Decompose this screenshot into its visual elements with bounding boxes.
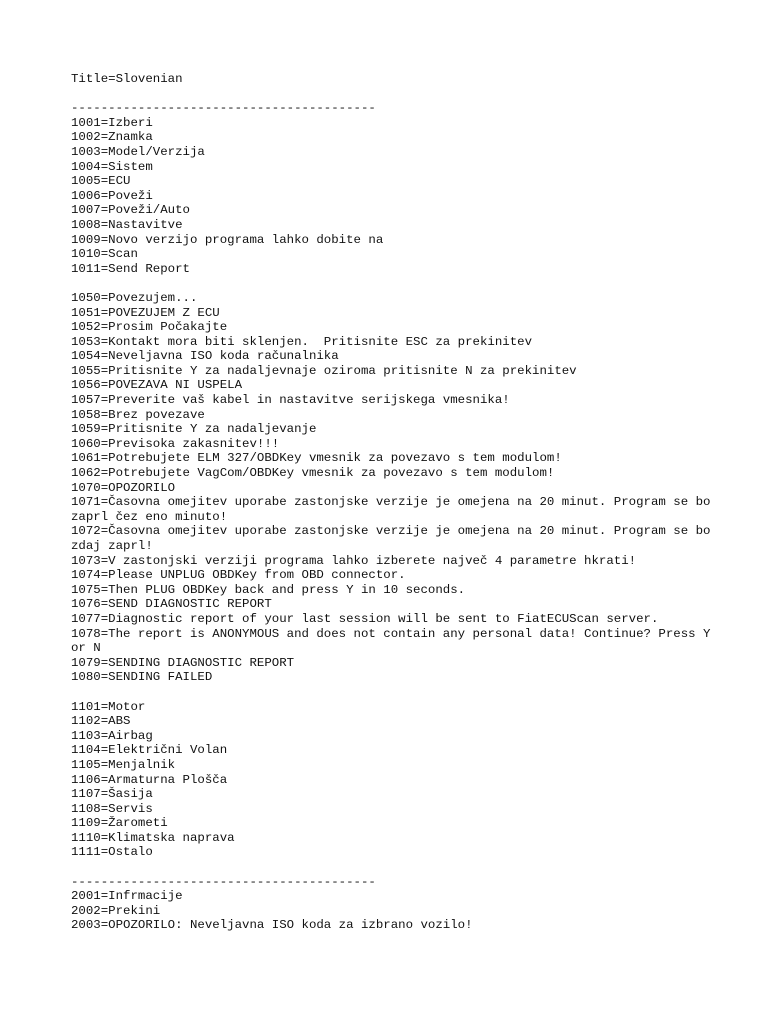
string-entry: 1058=Brez povezave <box>71 407 205 422</box>
string-entry: 1059=Pritisnite Y za nadaljevanje <box>71 422 317 437</box>
string-entry: 1106=Armaturna Plošča <box>71 772 228 787</box>
string-entry: 1070=OPOZORILO <box>71 480 176 495</box>
string-entry: 1051=POVEZUJEM Z ECU <box>71 305 220 320</box>
string-entry: 1009=Novo verzijo programa lahko dobite na <box>71 232 384 247</box>
string-entry: 1053=Kontakt mora biti sklenjen. Pritisnite ESC za prekinitev <box>71 334 533 349</box>
string-entry: 1079=SENDING DIAGNOSTIC REPORT <box>71 655 295 670</box>
string-entry: 1109=Žarometi <box>71 816 168 831</box>
string-entry: 1005=ECU <box>71 174 131 189</box>
string-entry: 1077=Diagnostic report of your last session will be sent to FiatECUScan server. <box>71 611 659 626</box>
string-entry: 1056=POVEZAVA NI USPELA <box>71 378 243 393</box>
string-entry: 1057=Preverite vaš kabel in nastavitve serijskega vmesnika! <box>71 393 510 408</box>
string-entry: 1055=Pritisnite Y za nadaljevnaje oziroma pritisnite N za prekinitev <box>71 363 577 378</box>
blank-line <box>71 860 711 875</box>
string-entry: 1060=Previsoka zakasnitev!!! <box>71 436 280 451</box>
string-entry: 1052=Prosim Počakajte <box>71 320 228 335</box>
string-entry: 1107=Šasija <box>71 787 153 802</box>
string-entry: 1074=Please UNPLUG OBDKey from OBD connector. <box>71 568 406 583</box>
separator-line: ----------------------------------------- <box>71 101 376 116</box>
section-1100 <box>71 700 711 861</box>
string-entry: 1006=Poveži <box>71 188 153 203</box>
string-entry: 1080=SENDING FAILED <box>71 670 213 685</box>
string-entry: 1072=Časovna omejitev uporabe zastonjske verzije je omejena na 20 minut. Program se bo zdaj zaprl! <box>71 524 718 553</box>
string-entry: 1104=Električni Volan <box>71 743 228 758</box>
string-entry: 1061=Potrebujete ELM 327/OBDKey vmesnik za povezavo s tem modulom! <box>71 451 562 466</box>
string-entry: 1011=Send Report <box>71 261 190 276</box>
document-page <box>71 72 718 933</box>
string-entry: 1108=Servis <box>71 801 153 816</box>
string-entry: 1001=Izberi <box>71 115 153 130</box>
section-1000 <box>71 116 711 277</box>
string-entry: 1008=Nastavitve <box>71 217 183 232</box>
string-entry: 1075=Then PLUG OBDKey back and press Y in 10 seconds. <box>71 582 466 597</box>
string-entry: 1073=V zastonjski verziji programa lahko izberete največ 4 parametre hkrati! <box>71 553 637 568</box>
blank-line <box>71 685 711 700</box>
string-entry: 1004=Sistem <box>71 159 153 174</box>
string-entry: 1010=Scan <box>71 247 138 262</box>
section-1050 <box>71 290 718 685</box>
string-entry: 1101=Motor <box>71 699 146 714</box>
string-entry: 1105=Menjalnik <box>71 757 176 772</box>
string-entry: 2001=Infrmacije <box>71 889 183 904</box>
string-entry: 1102=ABS <box>71 714 131 729</box>
string-entry: 1076=SEND DIAGNOSTIC REPORT <box>71 597 272 612</box>
string-entry: 1062=Potrebujete VagCom/OBDKey vmesnik za povezavo s tem modulom! <box>71 466 555 481</box>
string-entry: 1110=Klimatska naprava <box>71 830 235 845</box>
string-entry: 1007=Poveži/Auto <box>71 203 190 218</box>
string-entry: 1078=The report is ANONYMOUS and does not contain any personal data! Continue? Press Y or N <box>71 626 718 656</box>
blank-line <box>71 276 711 291</box>
blank-line <box>71 87 711 102</box>
string-entry: 1003=Model/Verzija <box>71 144 205 159</box>
section-2000 <box>71 889 711 933</box>
string-entry: 2003=OPOZORILO: Neveljavna ISO koda za izbrano vozilo! <box>71 918 473 933</box>
string-entry: 1054=Neveljavna ISO koda računalnika <box>71 349 339 364</box>
string-entry: 1103=Airbag <box>71 728 153 743</box>
string-entry: 1050=Povezujem... <box>71 290 198 305</box>
title-line: Title=Slovenian <box>71 72 183 86</box>
string-entry: 1002=Znamka <box>71 130 153 145</box>
string-entry: 1111=Ostalo <box>71 845 153 860</box>
separator-line: ----------------------------------------- <box>71 874 376 889</box>
string-entry: 2002=Prekini <box>71 903 161 918</box>
string-entry: 1071=Časovna omejitev uporabe zastonjske verzije je omejena na 20 minut. Program se bo zaprl čez eno minuto! <box>71 495 718 524</box>
